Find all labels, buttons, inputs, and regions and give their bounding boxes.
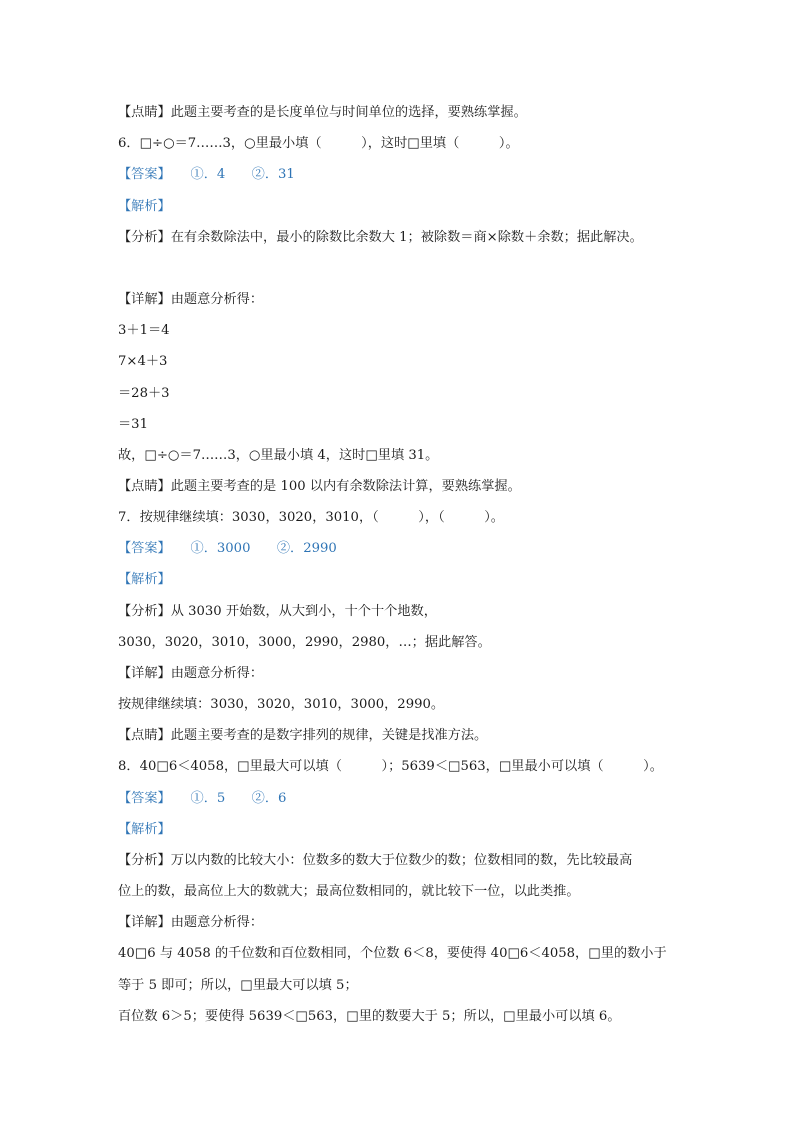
- answer-7: 【答案】 ①．3000 ②．2990: [118, 541, 337, 556]
- answer-6: 【答案】 ①．4 ②．31: [118, 167, 295, 182]
- calc-line-1: 3＋1＝4: [118, 323, 170, 338]
- detail-label-7: 【详解】由题意分析得：: [118, 666, 264, 681]
- detail-8-line-2: 等于 5 即可；所以，□里最大可以填 5；: [118, 978, 358, 993]
- solution-label-8: 【解析】: [118, 822, 171, 837]
- solution-label-6: 【解析】: [118, 199, 171, 214]
- answer-8: 【答案】 ①．5 ②．6: [118, 791, 287, 806]
- question-7: 7．按规律继续填：3030，3020，3010，（ ），（ ）。: [118, 510, 504, 525]
- detail-label-6: 【详解】由题意分析得：: [118, 292, 264, 307]
- tip-line-6: 【点睛】此题主要考查的是 100 以内有余数除法计算，要熟练掌握。: [118, 479, 521, 494]
- analysis-8: 【分析】万以内数的比较大小：位数多的数大于位数少的数；位数相同的数，先比较最高: [118, 853, 633, 868]
- calc-line-4: ＝31: [118, 417, 148, 432]
- tip-line-5: 【点睛】此题主要考查的是长度单位与时间单位的选择，要熟练掌握。: [118, 105, 527, 120]
- calc-line-3: ＝28＋3: [118, 386, 170, 401]
- detail-label-8: 【详解】由题意分析得：: [118, 915, 264, 930]
- analysis-8-cont: 位上的数，最高位上大的数就大；最高位数相同的，就比较下一位，以此类推。: [118, 884, 580, 899]
- analysis-7-cont: 3030，3020，3010，3000，2990，2980，…；据此解答。: [118, 635, 491, 650]
- conclusion-6: 故，□÷○＝7……3，○里最小填 4，这时□里填 31。: [118, 448, 439, 463]
- detail-8-line-3: 百位数 6＞5；要使得 5639＜□563，□里的数要大于 5；所以，□里最小可以填 6。: [118, 1009, 621, 1024]
- detail-7: 按规律继续填：3030，3020，3010，3000，2990。: [118, 697, 445, 712]
- calc-line-2: 7×4＋3: [118, 354, 168, 369]
- tip-line-7: 【点睛】此题主要考查的是数字排列的规律，关键是找准方法。: [118, 728, 488, 743]
- detail-8-line-1: 40□6 与 4058 的千位数和百位数相同，个位数 6＜8，要使得 40□6＜4058，□里的数小于: [118, 946, 667, 961]
- analysis-6: 【分析】在有余数除法中，最小的除数比余数大 1；被除数＝商×除数＋余数；据此解决。: [118, 230, 643, 245]
- solution-label-7: 【解析】: [118, 572, 171, 587]
- question-6: 6．□÷○＝7……3，○里最小填（ ），这时□里填（ ）。: [118, 136, 519, 151]
- question-8: 8．40□6＜4058，□里最大可以填（ ）；5639＜□563，□里最小可以填（ ）。: [118, 759, 663, 774]
- analysis-7: 【分析】从 3030 开始数，从大到小，十个十个地数，: [118, 604, 437, 619]
